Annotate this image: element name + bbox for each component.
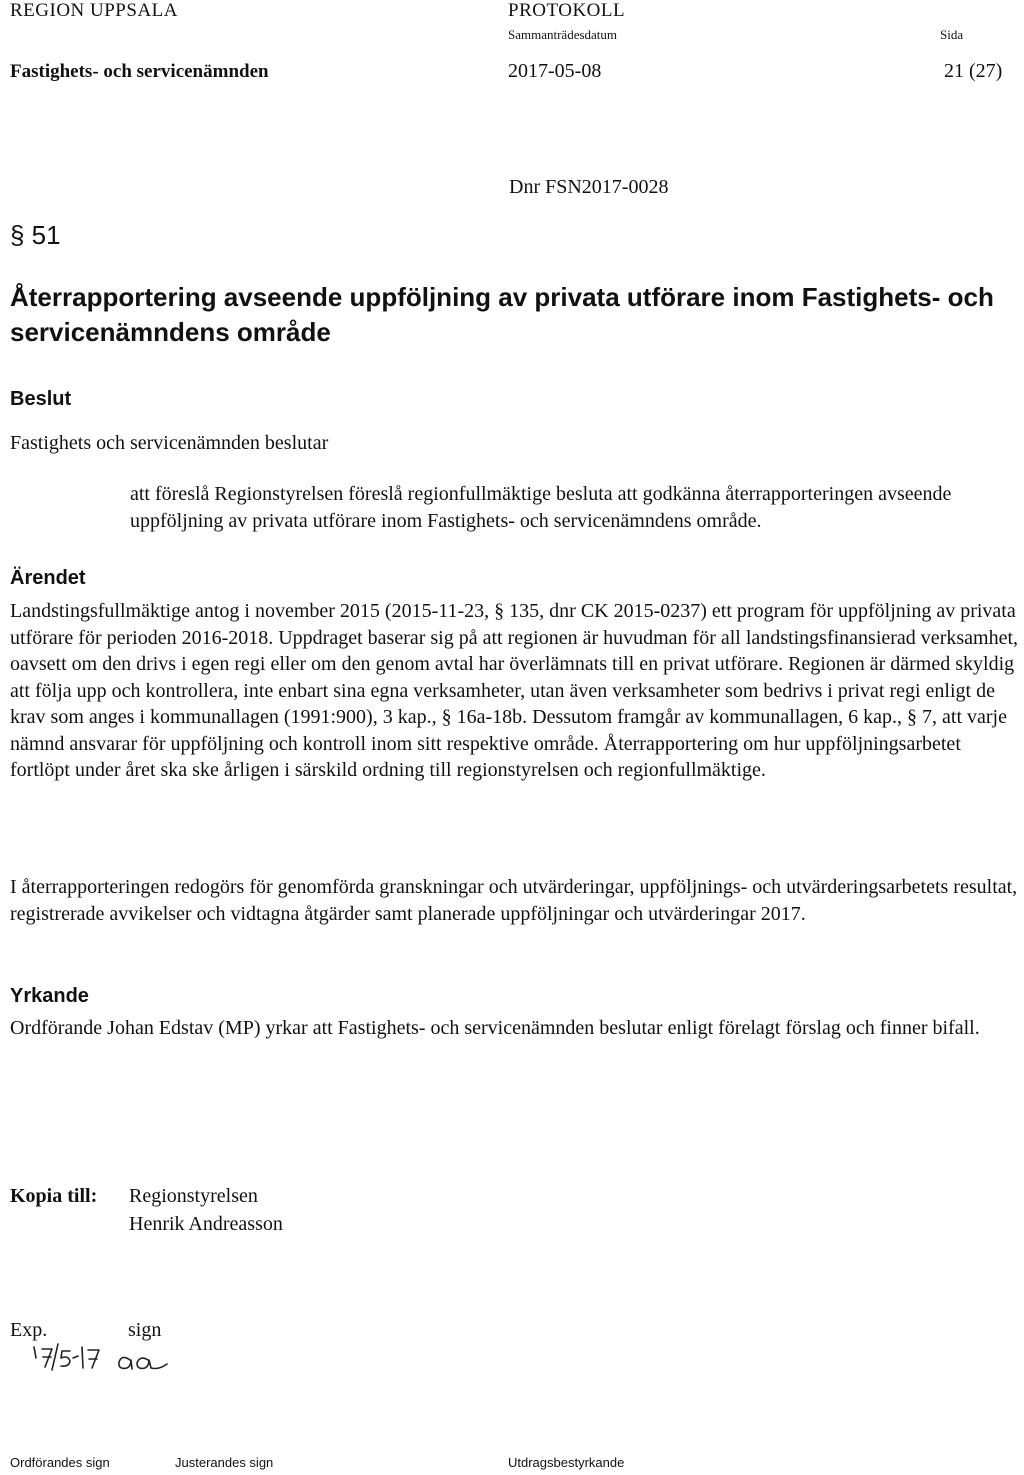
arendet-paragraph: Landstingsfullmäktige antog i november 2015 (2015-11-23, § 135, dnr CK 2015-0237) ett program för uppföljning av privata utförare för perioden 2016-2018. Uppdraget baserar sig på att regionen är huvudman för all landstingsfinansierad verksamhet, oavsett om den drivs i egen regi eller om den genom avtal har överlämnats till en privat utförare. Regionen är därmed skyldig att följa upp och kontrollera, inte enbart sina egna verksamheter, utan även verksamheter som bedrivs i privat regi enligt de krav som anges i kommunallagen (1991:900), 3 kap., § 16a-18b. Dessutom framgår av kommunallagen, 6 kap., § 7, att varje nämnd ansvarar för uppföljning och kontroll inom sitt respektive område. Återrapportering om hur uppföljningsarbetet fortlöpt under året ska ske årligen i särskild ordning till regionstyrelsen och regionfullmäktige. [10, 600, 1018, 781]
arendet-paragraph: I återrapporteringen redogörs för genomförda granskningar och utvärderingar, uppföljnings- och utvärderingsarbetets resultat, registrerade avvikelser och vidtagna åtgärder samt planerade uppföljningar och utvärderingar 2017. [10, 876, 1018, 925]
page-label: Sida [940, 27, 964, 42]
arendet-heading: Ärendet [10, 567, 86, 589]
beslut-heading: Beslut [10, 388, 72, 410]
page-number: 21 (27) [944, 60, 1003, 82]
chair-signature-label: Ordförandes sign [10, 1455, 110, 1470]
yrkande-heading: Yrkande [10, 985, 89, 1007]
copy-recipient: Henrik Andreasson [129, 1213, 283, 1235]
exp-label: Exp. [10, 1319, 48, 1341]
document-type: PROTOKOLL [508, 0, 626, 21]
beslut-intro: Fastighets och servicenämnden beslutar [10, 432, 329, 454]
copy-recipients [129, 1182, 283, 1238]
case-number: Dnr FSN2017-0028 [509, 176, 669, 198]
adjuster-signature-label: Justerandes sign [175, 1455, 274, 1470]
sign-label: sign [128, 1319, 162, 1341]
meeting-date-label: Sammanträdesdatum [508, 27, 618, 42]
meeting-date: 2017-05-08 [508, 60, 602, 82]
beslut-decision: att föreslå Regionstyrelsen föreslå regionfullmäktige besluta att godkänna återrapporteringen avseende uppföljning av privata utförare inom Fastighets- och servicenämndens område. [130, 483, 952, 532]
case-title: Återrapportering avseende uppföljning av privata utförare inom Fastighets- och servicenämndens område [10, 282, 994, 347]
yrkande-text: Ordförande Johan Edstav (MP) yrkar att Fastighets- och servicenämnden beslutar enligt förelagt förslag och finner bifall. [10, 1017, 980, 1039]
organization-name: REGION UPPSALA [10, 0, 178, 21]
handwritten-signature [12, 1340, 202, 1385]
section-number: § 51 [10, 220, 61, 250]
committee-name: Fastighets- och servicenämnden [10, 61, 269, 82]
certification-label: Utdragsbestyrkande [508, 1455, 625, 1470]
copy-recipient: Regionstyrelsen [129, 1185, 258, 1207]
copy-to-label: Kopia till: [10, 1185, 98, 1207]
